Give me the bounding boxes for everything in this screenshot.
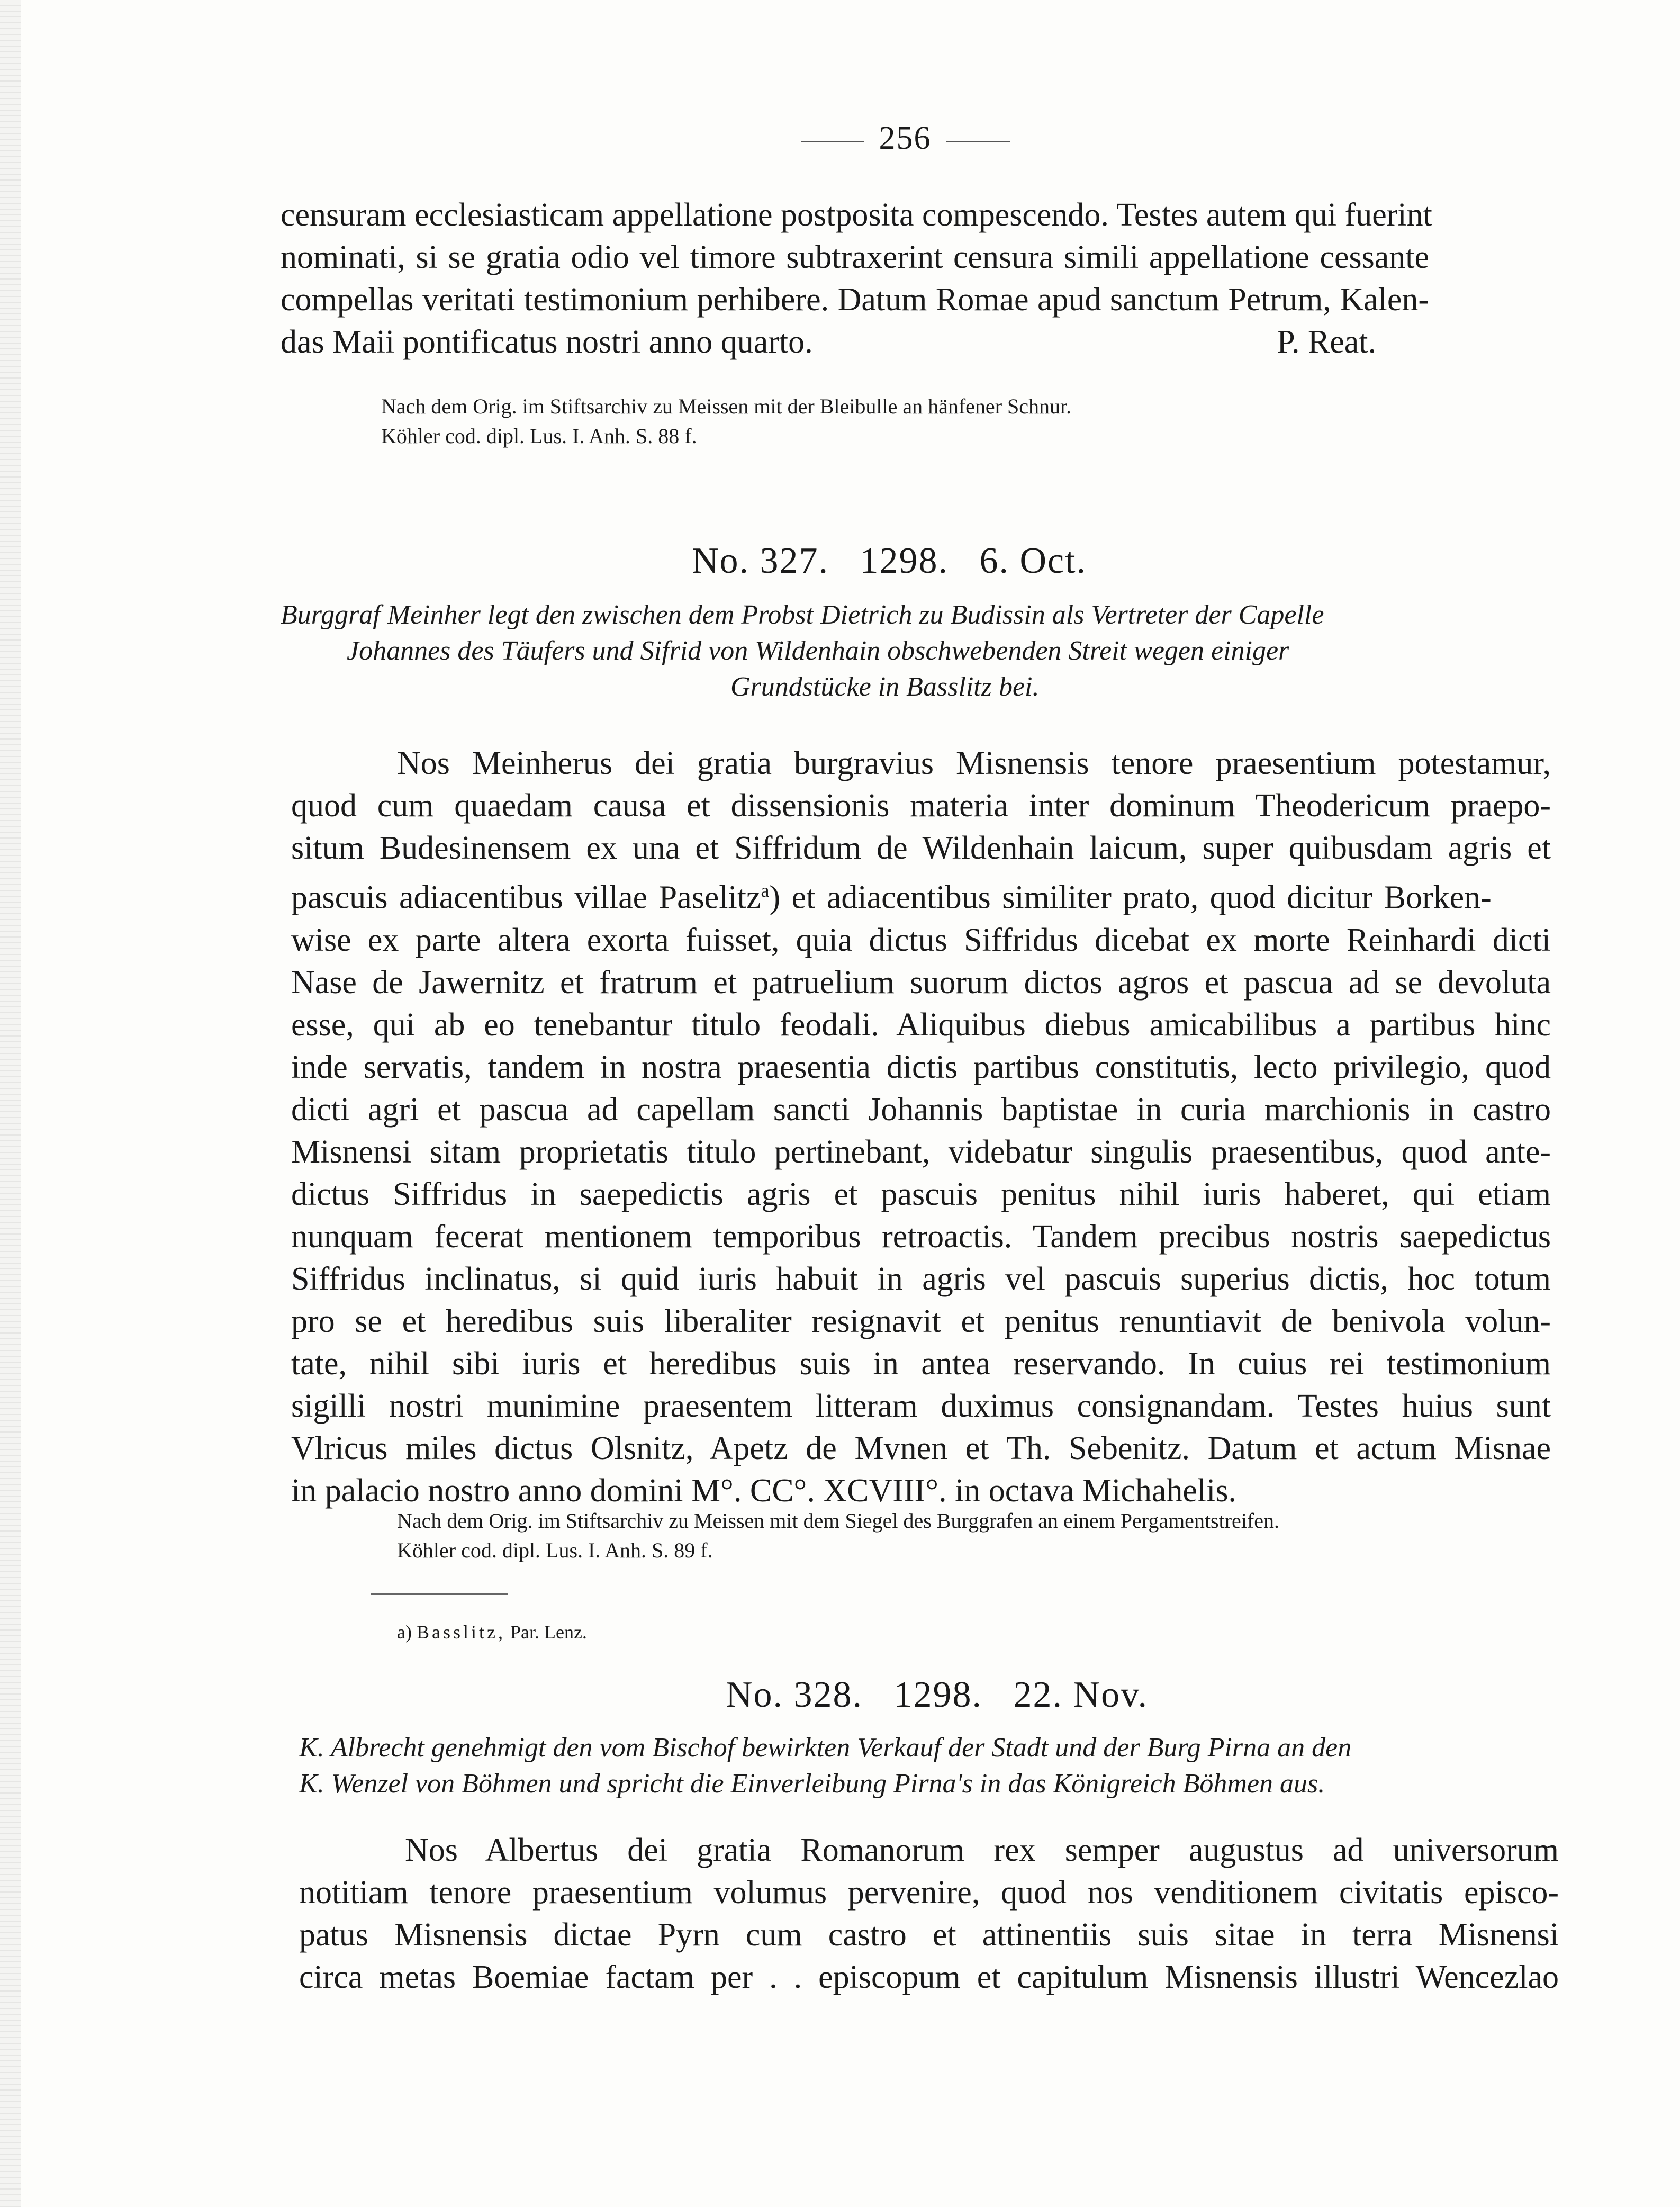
doc327-line: in palacio nostro anno domini M°. CC°. XCVIII°. in octava Michahelis. — [291, 1472, 1236, 1509]
page-number-rule-left — [801, 141, 864, 142]
doc327-line: Misnensi sitam proprietatis titulo pertinebant, videbatur singulis praesentibus, quod ante- — [291, 1133, 1551, 1170]
footnote-marker: a — [761, 880, 770, 901]
note-line: Köhler cod. dipl. Lus. I. Anh. S. 89 f. — [397, 1538, 713, 1562]
doc327-line: sigilli nostri munimine praesentem litteram duximus consignandam. Testes huius sunt — [291, 1388, 1551, 1424]
page-number-rule-right — [946, 141, 1010, 142]
doc327-summary — [281, 597, 1540, 705]
doc327-heading: No. 327. 1298. 6. Oct. — [691, 541, 1087, 581]
doc327-line-4-tail: ) et adiacentibus similiter prato, quod dicitur Borken- — [769, 879, 1492, 916]
doc328-summary — [299, 1730, 1559, 1802]
page-number — [783, 120, 1027, 157]
note-line: Nach dem Orig. im Stiftsarchiv zu Meissen mit dem Siegel des Burggrafen an einem Pergamentstreifen. — [397, 1509, 1279, 1533]
doc327-line: dicti agri et pascua ad capellam sancti Johannis baptistae in curia marchionis in castro — [291, 1091, 1551, 1128]
carryover-line: compellas veritati testimonium perhibere. Datum Romae apud sanctum Petrum, Kalen- — [281, 282, 1429, 318]
page-scan-edge — [0, 0, 21, 2207]
doc328-line: patus Misnensis dictae Pyrn cum castro et attinentiis suis sitae in terra Misnensi — [299, 1917, 1559, 1953]
doc328-line: Nos Albertus dei gratia Romanorum rex semper augustus ad universorum — [405, 1832, 1559, 1868]
carryover-line: censuram ecclesiasticam appellatione postposita compescendo. Testes autem qui fuerint — [281, 197, 1432, 233]
carryover-text — [281, 194, 1432, 363]
footnote-place: Basslitz, — [416, 1622, 505, 1643]
footnote — [397, 1617, 1032, 1647]
footnote-label: a) — [397, 1622, 412, 1643]
doc327-line: Nos Meinherus dei gratia burgravius Misnensis tenore praesentium potestamur, — [397, 745, 1551, 781]
doc328-line: circa metas Boemiae factam per . . episcopum et capitulum Misnensis illustri Wencezlao — [299, 1959, 1559, 1995]
doc327-line: situm Budesinensem ex una et Siffridum de Wildenhain laicum, super quibusdam agris et — [291, 830, 1551, 866]
doc327-line — [291, 869, 1551, 919]
doc327-line: nunquam fecerat mentionem temporibus retroactis. Tandem precibus nostris saepedictus — [291, 1218, 1551, 1255]
doc327-line: pro se et heredibus suis liberaliter resignavit et penitus renuntiavit de benivola volun- — [291, 1303, 1551, 1339]
footnote-rule — [371, 1593, 508, 1595]
doc327-line: quod cum quaedam causa et dissensionis materia inter dominum Theodericum praepo- — [291, 788, 1551, 824]
doc327-line: Vlricus miles dictus Olsnitz, Apetz de Mvnen et Th. Sebenitz. Datum et actum Misnae — [291, 1430, 1551, 1466]
doc328-text — [299, 1829, 1559, 1998]
doc327-line-4-text: pascuis adiacentibus villae Paselitz — [291, 879, 761, 916]
doc327-line: inde servatis, tandem in nostra praesentia dictis partibus constitutis, lecto privilegio, quod — [291, 1049, 1551, 1085]
note-line: Nach dem Orig. im Stiftsarchiv zu Meissen mit der Bleibulle an hänfener Schnur. — [381, 394, 1072, 418]
doc327-line: esse, qui ab eo tenebantur titulo feodali. Aliquibus diebus amicabilibus a partibus hinc — [291, 1006, 1551, 1043]
page-number-value: 256 — [879, 120, 932, 156]
summary-line: K. Albrecht genehmigt den vom Bischof bewirkten Verkauf der Stadt und der Burg Pirna an den — [299, 1733, 1352, 1763]
doc327-line: Nase de Jawernitz et fratrum et patruelium suorum dictos agros et pascua ad se devoluta — [291, 964, 1551, 1001]
doc327-source-note — [397, 1506, 1546, 1565]
carryover-source-note — [381, 392, 1387, 451]
signature: P. Reat. — [1277, 324, 1376, 360]
footnote-variant: Par. Lenz. — [510, 1622, 587, 1643]
summary-line: Grundstücke in Basslitz bei. — [730, 672, 1040, 702]
summary-line: K. Wenzel von Böhmen und spricht die Einverleibung Pirna's in das Königreich Böhmen aus. — [299, 1769, 1325, 1799]
carryover-last-line-text: das Maii pontificatus nostri anno quarto. — [281, 324, 813, 360]
doc327-line: dictus Siffridus in saepedictis agris et pascuis penitus nihil iuris haberet, qui etiam — [291, 1176, 1551, 1212]
doc327-line: wise ex parte altera exorta fuisset, quia dictus Siffridus dicebat ex morte Reinhardi dicti — [291, 922, 1551, 958]
doc327-text — [291, 742, 1551, 1512]
doc327-line: Siffridus inclinatus, si quid iuris habuit in agris vel pascuis superius dictis, hoc totum — [291, 1260, 1551, 1297]
doc327-line: tate, nihil sibi iuris et heredibus suis in antea reservando. In cuius rei testimonium — [291, 1345, 1551, 1382]
summary-line: Johannes des Täufers und Sifrid von Wildenhain obschwebenden Streit wegen einiger — [347, 636, 1289, 666]
carryover-line — [281, 321, 1429, 363]
carryover-line: nominati, si se gratia odio vel timore subtraxerint censura simili appellatione cessante — [281, 239, 1429, 275]
note-line: Köhler cod. dipl. Lus. I. Anh. S. 88 f. — [381, 424, 697, 448]
summary-line: Burggraf Meinher legt den zwischen dem Probst Dietrich zu Budissin als Vertreter der Capelle — [281, 600, 1324, 630]
doc328-line: notitiam tenore praesentium volumus pervenire, quod nos venditionem civitatis episco- — [299, 1875, 1559, 1911]
doc328-heading: No. 328. 1298. 22. Nov. — [725, 1674, 1149, 1715]
